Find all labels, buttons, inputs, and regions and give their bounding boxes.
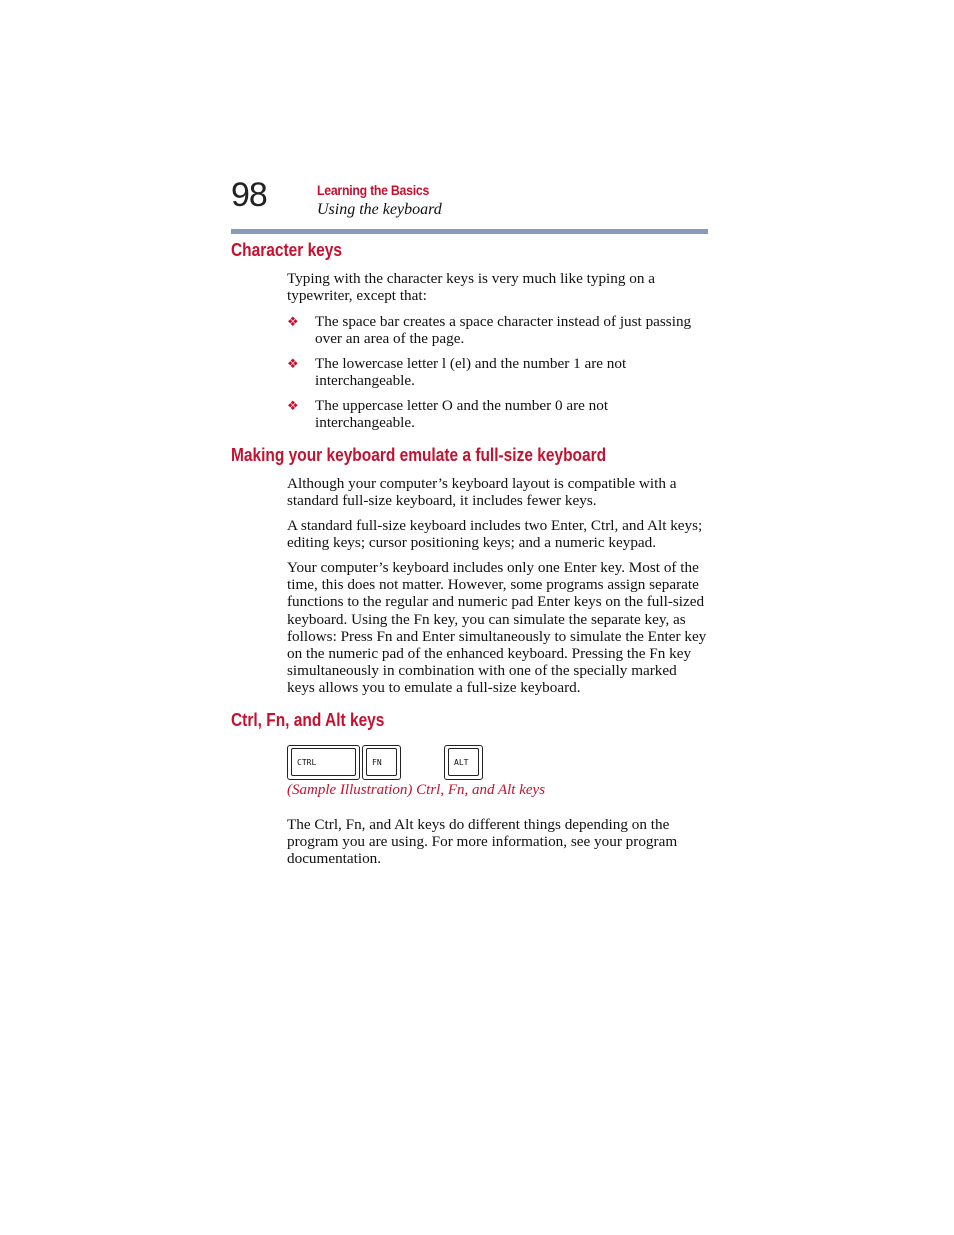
diamond-ornament-icon: ❖ [287,398,299,413]
emulate-para-1: Although your computer’s keyboard layout is compatible with a standard full-size keyboard, it includes fewer keys. [287,475,677,510]
key-label: FN [366,748,397,776]
heading-ctrl-fn-alt: Ctrl, Fn, and Alt keys [231,710,385,730]
emulate-para-2: A standard full-size keyboard includes two Enter, Ctrl, and Alt keys; editing keys; cursor positioning keys; and a numeric keypad. [287,517,703,552]
list-item-text: The uppercase letter O and the number 0 are not interchangeable. [315,397,609,431]
list-item-text: The space bar creates a space character instead of just passing over an area of the page. [315,313,692,347]
diamond-ornament-icon: ❖ [287,314,299,329]
key-label: CTRL [291,748,356,776]
list-item-text: The lowercase letter l (el) and the number 1 are not interchangeable. [315,355,627,389]
key-ctrl-illustration [287,745,360,780]
character-keys-intro: Typing with the character keys is very much like typing on a typewriter, except that: [287,270,655,305]
chapter-title: Learning the Basics [317,182,430,198]
heading-character-keys: Character keys [231,240,343,260]
emulate-para-3: Your computer’s keyboard includes only one Enter key. Most of the time, this does not matter. However, some programs assign separate functions to the regular and numeric pad Enter keys on the full-sized keyboard. Using the Fn key, you can simulate the separate key, as follows: Press Fn and Enter simultaneously to simulate the Enter key on the numeric pad of the enhanced keyboard. Pressing the Fn key simultaneously in combination with one of the specially marked keys allows you to emulate a full-size keyboard. [287,559,707,697]
ctrl-fn-alt-para: The Ctrl, Fn, and Alt keys do different things depending on the program you are using. For more information, see your program documentation. [287,816,678,868]
key-label: ALT [448,748,479,776]
key-fn-illustration [362,745,401,780]
heading-emulate-keyboard: Making your keyboard emulate a full-size keyboard [231,445,607,465]
page-number: 98 [231,176,267,214]
diamond-ornament-icon: ❖ [287,356,299,371]
section-subtitle: Using the keyboard [317,201,442,218]
header-rule [231,229,708,234]
illustration-caption: (Sample Illustration) Ctrl, Fn, and Alt keys [287,782,546,798]
key-alt-illustration [444,745,483,780]
